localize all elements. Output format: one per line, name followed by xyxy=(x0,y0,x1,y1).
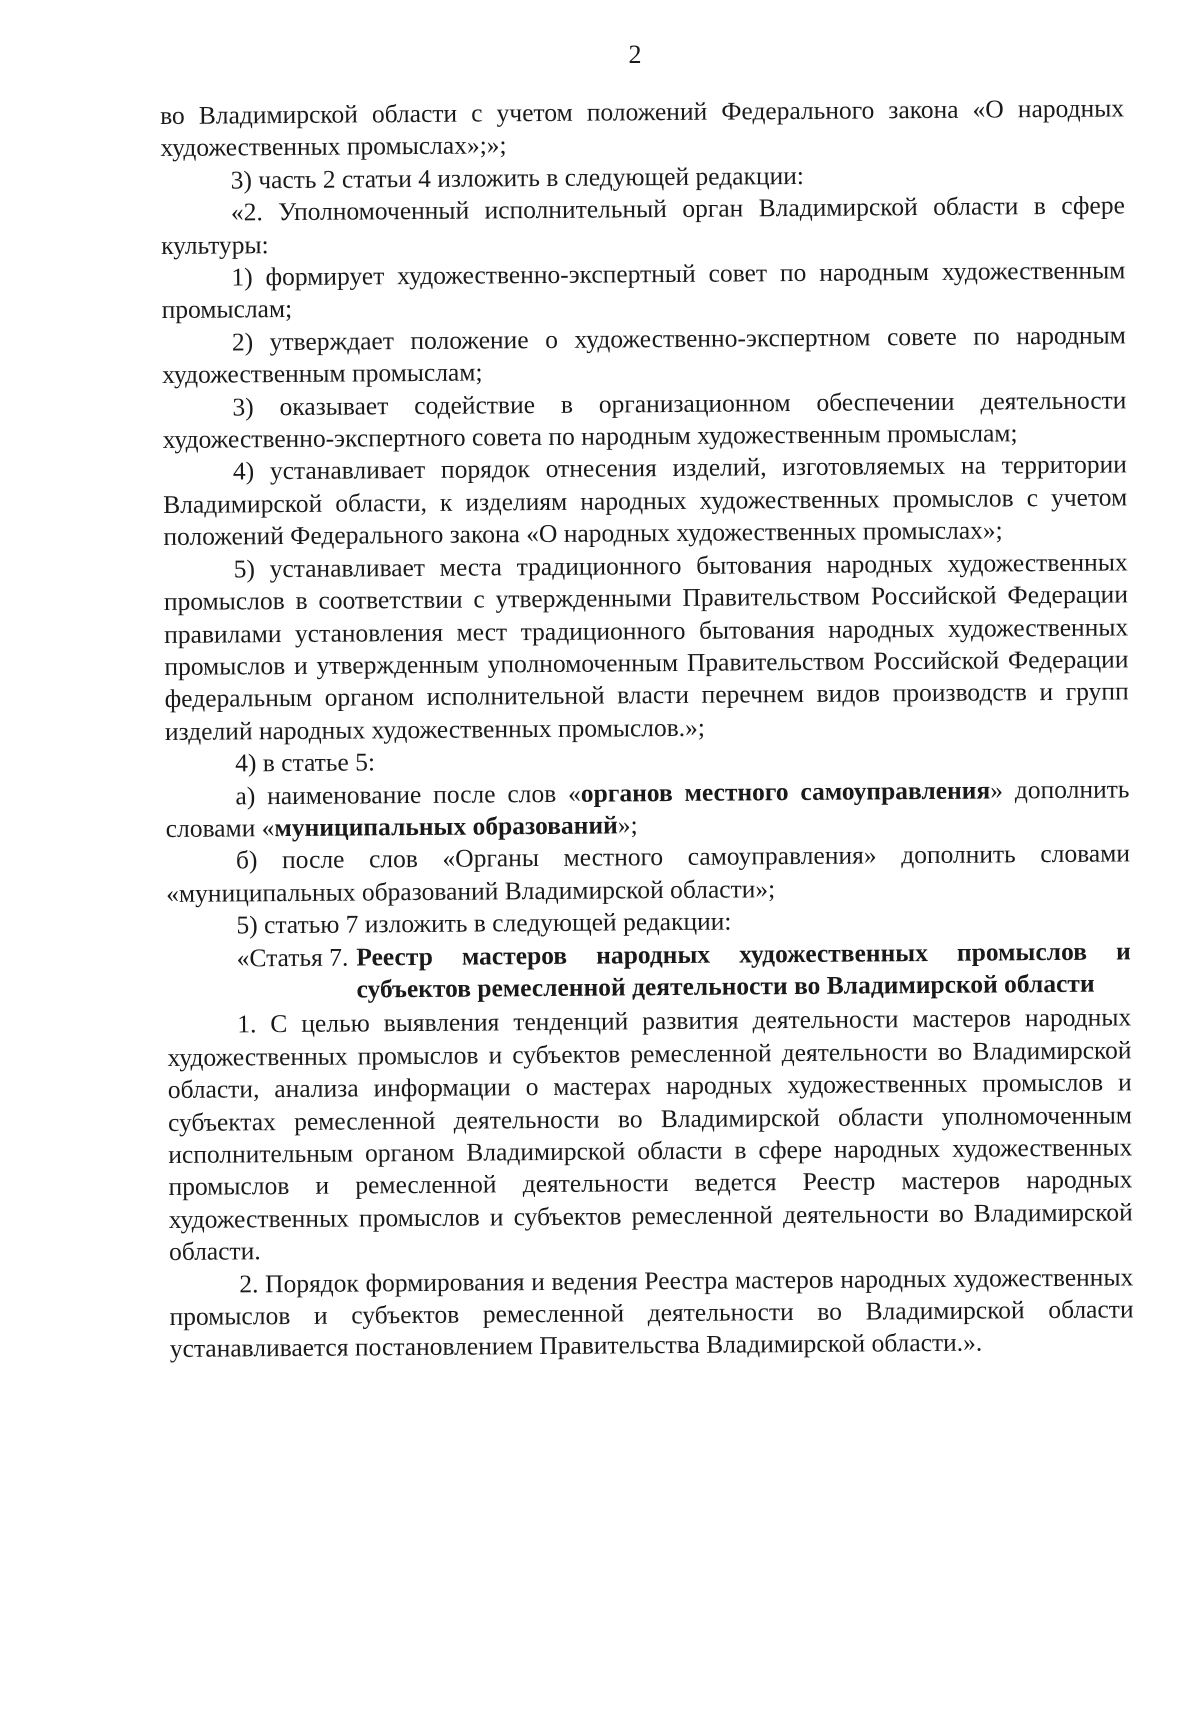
paragraph: 5) статью 7 изложить в следующей редакции: xyxy=(236,906,732,940)
paragraph: 1. С целью выявления тенденций развития деятельности мастеров народных художественных промыслов и субъектов ремесленной деятельности во Владимирской области, анализа информации о мастерах народных художественных промыслов и субъектах ремесленной деятельности во Владимирской области уполномоченным исполнительным органом Владимирской области в сфере народных художественных промыслов и ремесленной деятельности ведется Реестр мастеров народных художественных промыслов и субъектов ремесленной деятельности во Владимирской области. xyxy=(167,1002,1133,1267)
paragraph: 3) оказывает содействие в организационном обеспечении деятельности художественно-экспертного совета по народным художественным промыслам; xyxy=(162,385,1127,455)
text-span: »; xyxy=(617,810,638,840)
paragraph: во Владимирской области с учетом положений Федерального закона «О народных художественных промыслах»;»; xyxy=(160,93,1125,163)
paragraph: 2) утверждает положение о художественно-экспертном совете по народным художественным промыслам; xyxy=(162,320,1126,390)
paragraph: 2. Порядок формирования и ведения Реестра мастеров народных художественных промыслов и субъектов ремесленной деятельности во Владимирской области устанавливается постановлением Правительства Владимирской области.». xyxy=(169,1262,1134,1364)
text-span: » дополнить словами « xyxy=(165,773,1130,843)
page-number: 2 xyxy=(628,40,642,69)
document-body xyxy=(160,92,1134,1365)
paragraph: б) после слов «Органы местного самоуправления» дополнить словами «муниципальных образований Владимирской области»; xyxy=(166,838,1131,908)
paragraph: 1) формирует художественно-экспертный совет по народным художественным промыслам; xyxy=(161,255,1126,325)
bold-text: муниципальных образований xyxy=(274,810,618,843)
article-number: «Статья 7. xyxy=(236,942,349,972)
paragraph-with-bold xyxy=(165,773,1129,845)
paragraph: 4) в статье 5: xyxy=(235,747,376,778)
paragraph: 5) устанавливает места традиционного бытования народных художественных промыслов в соответствии с утвержденными Правительством Российской Федерации правилами установления мест традиционного бытования народных художественных промыслов и утвержденным уполномоченным Правительством Российской Федерации федеральным органом исполнительной власти перечнем видов производств и групп изделий народных художественных промыслов.»; xyxy=(163,547,1129,746)
article-heading xyxy=(167,935,1131,1007)
article-title: Реестр мастеров народных художественных промыслов и субъектов ремесленной деятельности во Владимирской области xyxy=(356,935,1131,1004)
bold-text: органов местного самоуправления xyxy=(580,775,991,808)
text-span: а) наименование после слов « xyxy=(235,778,581,810)
paragraph: 4) устанавливает порядок отнесения изделий, изготовляемых на территории Владимирской области, к изделиям народных художественных промыслов с учетом положений Федерального закона «О народных художественных промыслах»; xyxy=(163,449,1128,552)
paragraph: «2. Уполномоченный исполнительный орган Владимирской области в сфере культуры: xyxy=(161,190,1125,260)
paragraph: 3) часть 2 статьи 4 изложить в следующей редакции: xyxy=(230,160,805,195)
